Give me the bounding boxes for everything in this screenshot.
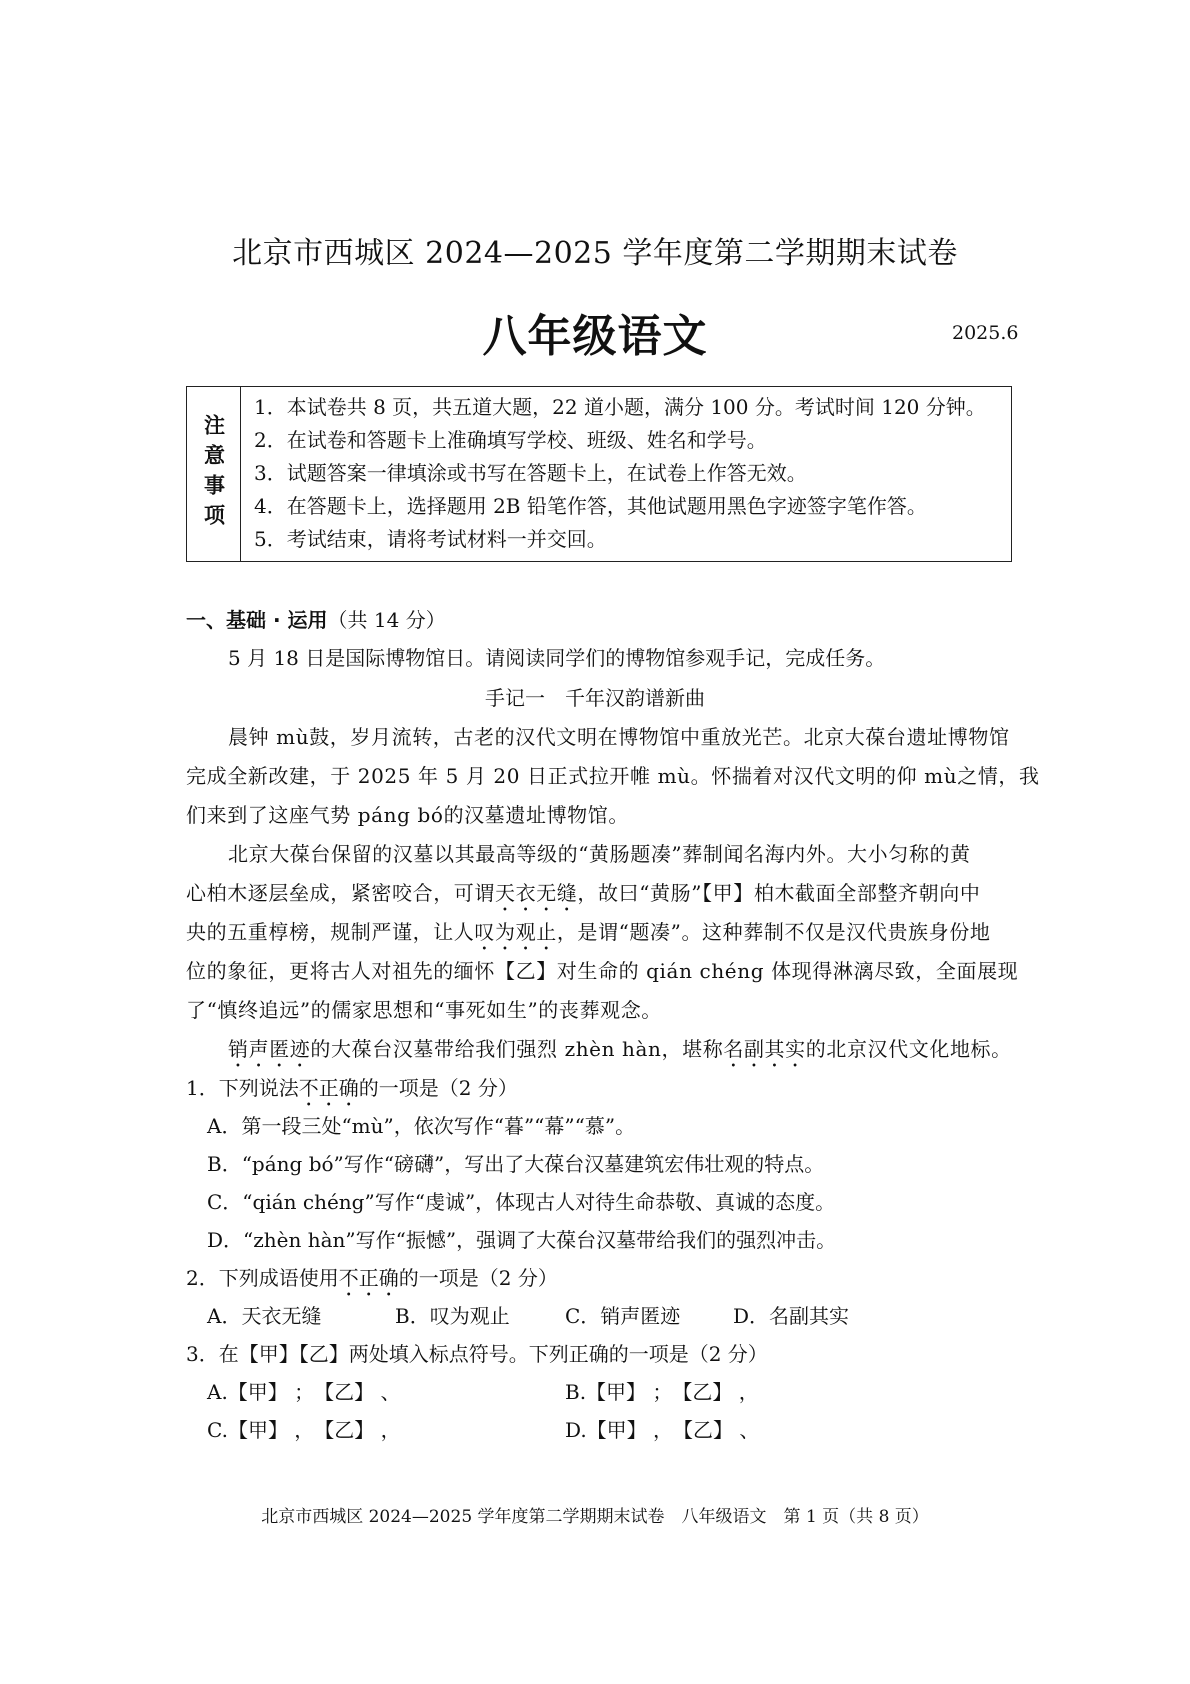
q1-option-c: C．“qián chéng”写作“虔诚”，体现古人对待生命恭敬、真诚的态度。 <box>207 1190 836 1214</box>
q3-option-d: D.【甲】 ， 【乙】 、 <box>565 1418 760 1442</box>
q3-option-a: A.【甲】 ； 【乙】 、 <box>207 1380 401 1404</box>
passage-text: 的大葆台汉墓带给我们强烈 zhèn hàn，堪称 <box>310 1037 724 1061</box>
notice-box <box>186 386 1012 562</box>
q1-option-a: A．第一段三处“mù”，依次写作“暮”“幕”“慕”。 <box>207 1114 636 1138</box>
section-intro: 5 月 18 日是国际博物馆日。请阅读同学们的博物馆参观手记，完成任务。 <box>228 646 886 670</box>
emphasized-word: 不正确 <box>298 1076 359 1100</box>
page-footer: 北京市西城区 2024—2025 学年度第二学期期末试卷 八年级语文 第 1 页（共 8 页） <box>261 1507 929 1527</box>
notice-item: 3．试题答案一律填涂或书写在答题卡上，在试卷上作答无效。 <box>254 461 807 485</box>
question-text: 1．下列说法 <box>186 1076 299 1100</box>
passage-line: 完成全新改建，于 2025 年 5 月 20 日正式拉开帷 mù。怀揣着对汉代文明的仰 mù之情，我 <box>186 764 1040 788</box>
notice-item: 1．本试卷共 8 页，共五道大题，22 道小题，满分 100 分。考试时间 120 分钟。 <box>254 395 986 419</box>
passage-line <box>228 1033 1012 1072</box>
passage-line: 们来到了这座气势 páng bó的汉墓遗址博物馆。 <box>186 803 629 827</box>
section-heading <box>186 604 446 633</box>
passage-text: 央的五重椁榜，规制严谨，让人 <box>186 920 475 944</box>
passage-line: 晨钟 mù鼓，岁月流转，古老的汉代文明在博物馆中重放光芒。北京大葆台遗址博物馆 <box>228 725 1010 749</box>
passage-text: ，是谓“题凑”。这种葬制不仅是汉代贵族身份地 <box>556 920 991 944</box>
passage-text: ，故曰“黄肠”【甲】柏木截面全部整齐朝向中 <box>577 881 981 905</box>
emphasized-idiom: 销声匿迹 <box>228 1037 311 1061</box>
section-score: （共 14 分） <box>327 608 446 632</box>
question-3-stem: 3．在【甲】【乙】两处填入标点符号。下列正确的一项是（2 分） <box>186 1342 768 1366</box>
q3-option-c: C.【甲】 ， 【乙】 ， <box>207 1418 401 1442</box>
passage-line: 位的象征，更将古人对祖先的缅怀【乙】对生命的 qián chéng 体现得淋漓尽致，全面展现 <box>186 959 1019 983</box>
notice-item: 5．考试结束，请将考试材料一并交回。 <box>254 527 607 551</box>
question-2-stem <box>186 1262 558 1301</box>
emphasized-idiom: 天衣无缝 <box>495 881 578 905</box>
exam-date: 2025.6 <box>952 322 1019 344</box>
q2-option-d: D．名副其实 <box>733 1304 850 1328</box>
q2-option-a: A．天衣无缝 <box>207 1304 322 1328</box>
subject-title: 八年级语文 <box>482 311 708 362</box>
question-text: 2．下列成语使用 <box>186 1266 339 1290</box>
passage-text: 的北京汉代文化地标。 <box>805 1037 1012 1061</box>
notice-list <box>241 387 986 561</box>
notice-item: 4．在答题卡上，选择题用 2B 铅笔作答，其他试题用黑色字迹签字笔作答。 <box>254 494 927 518</box>
question-text: 的一项是（2 分） <box>358 1076 518 1100</box>
passage-text: 心柏木逐层垒成，紧密咬合，可谓 <box>186 881 495 905</box>
emphasized-idiom: 叹为观止 <box>474 920 557 944</box>
passage-line <box>186 877 980 916</box>
note-title: 手记一 千年汉韵谱新曲 <box>485 686 705 710</box>
question-1-stem <box>186 1072 518 1111</box>
notice-label: 注意事项 <box>201 414 226 534</box>
q2-option-b: B．叹为观止 <box>395 1304 510 1328</box>
q2-option-c: C．销声匿迹 <box>565 1304 681 1328</box>
emphasized-idiom: 名副其实 <box>723 1037 806 1061</box>
section-title: 一、基础 · 运用 <box>186 608 328 632</box>
notice-item: 2．在试卷和答题卡上准确填写学校、班级、姓名和学号。 <box>254 428 767 452</box>
question-text: 的一项是（2 分） <box>398 1266 558 1290</box>
q1-option-b: B．“páng bó”写作“磅礴”，写出了大葆台汉墓建筑宏伟壮观的特点。 <box>207 1152 825 1176</box>
emphasized-word: 不正确 <box>338 1266 399 1290</box>
passage-line <box>186 916 990 955</box>
notice-label-cell <box>187 387 241 561</box>
exam-title: 北京市西城区 2024—2025 学年度第二学期期末试卷 <box>232 236 958 271</box>
passage-line: 了“慎终追远”的儒家思想和“事死如生”的丧葬观念。 <box>186 998 662 1022</box>
passage-line: 北京大葆台保留的汉墓以其最高等级的“黄肠题凑”葬制闻名海内外。大小匀称的黄 <box>228 842 971 866</box>
q3-option-b: B.【甲】 ； 【乙】 ， <box>565 1380 759 1404</box>
q1-option-d: D．“zhèn hàn”写作“振憾”，强调了大葆台汉墓带给我们的强烈冲击。 <box>207 1228 837 1252</box>
